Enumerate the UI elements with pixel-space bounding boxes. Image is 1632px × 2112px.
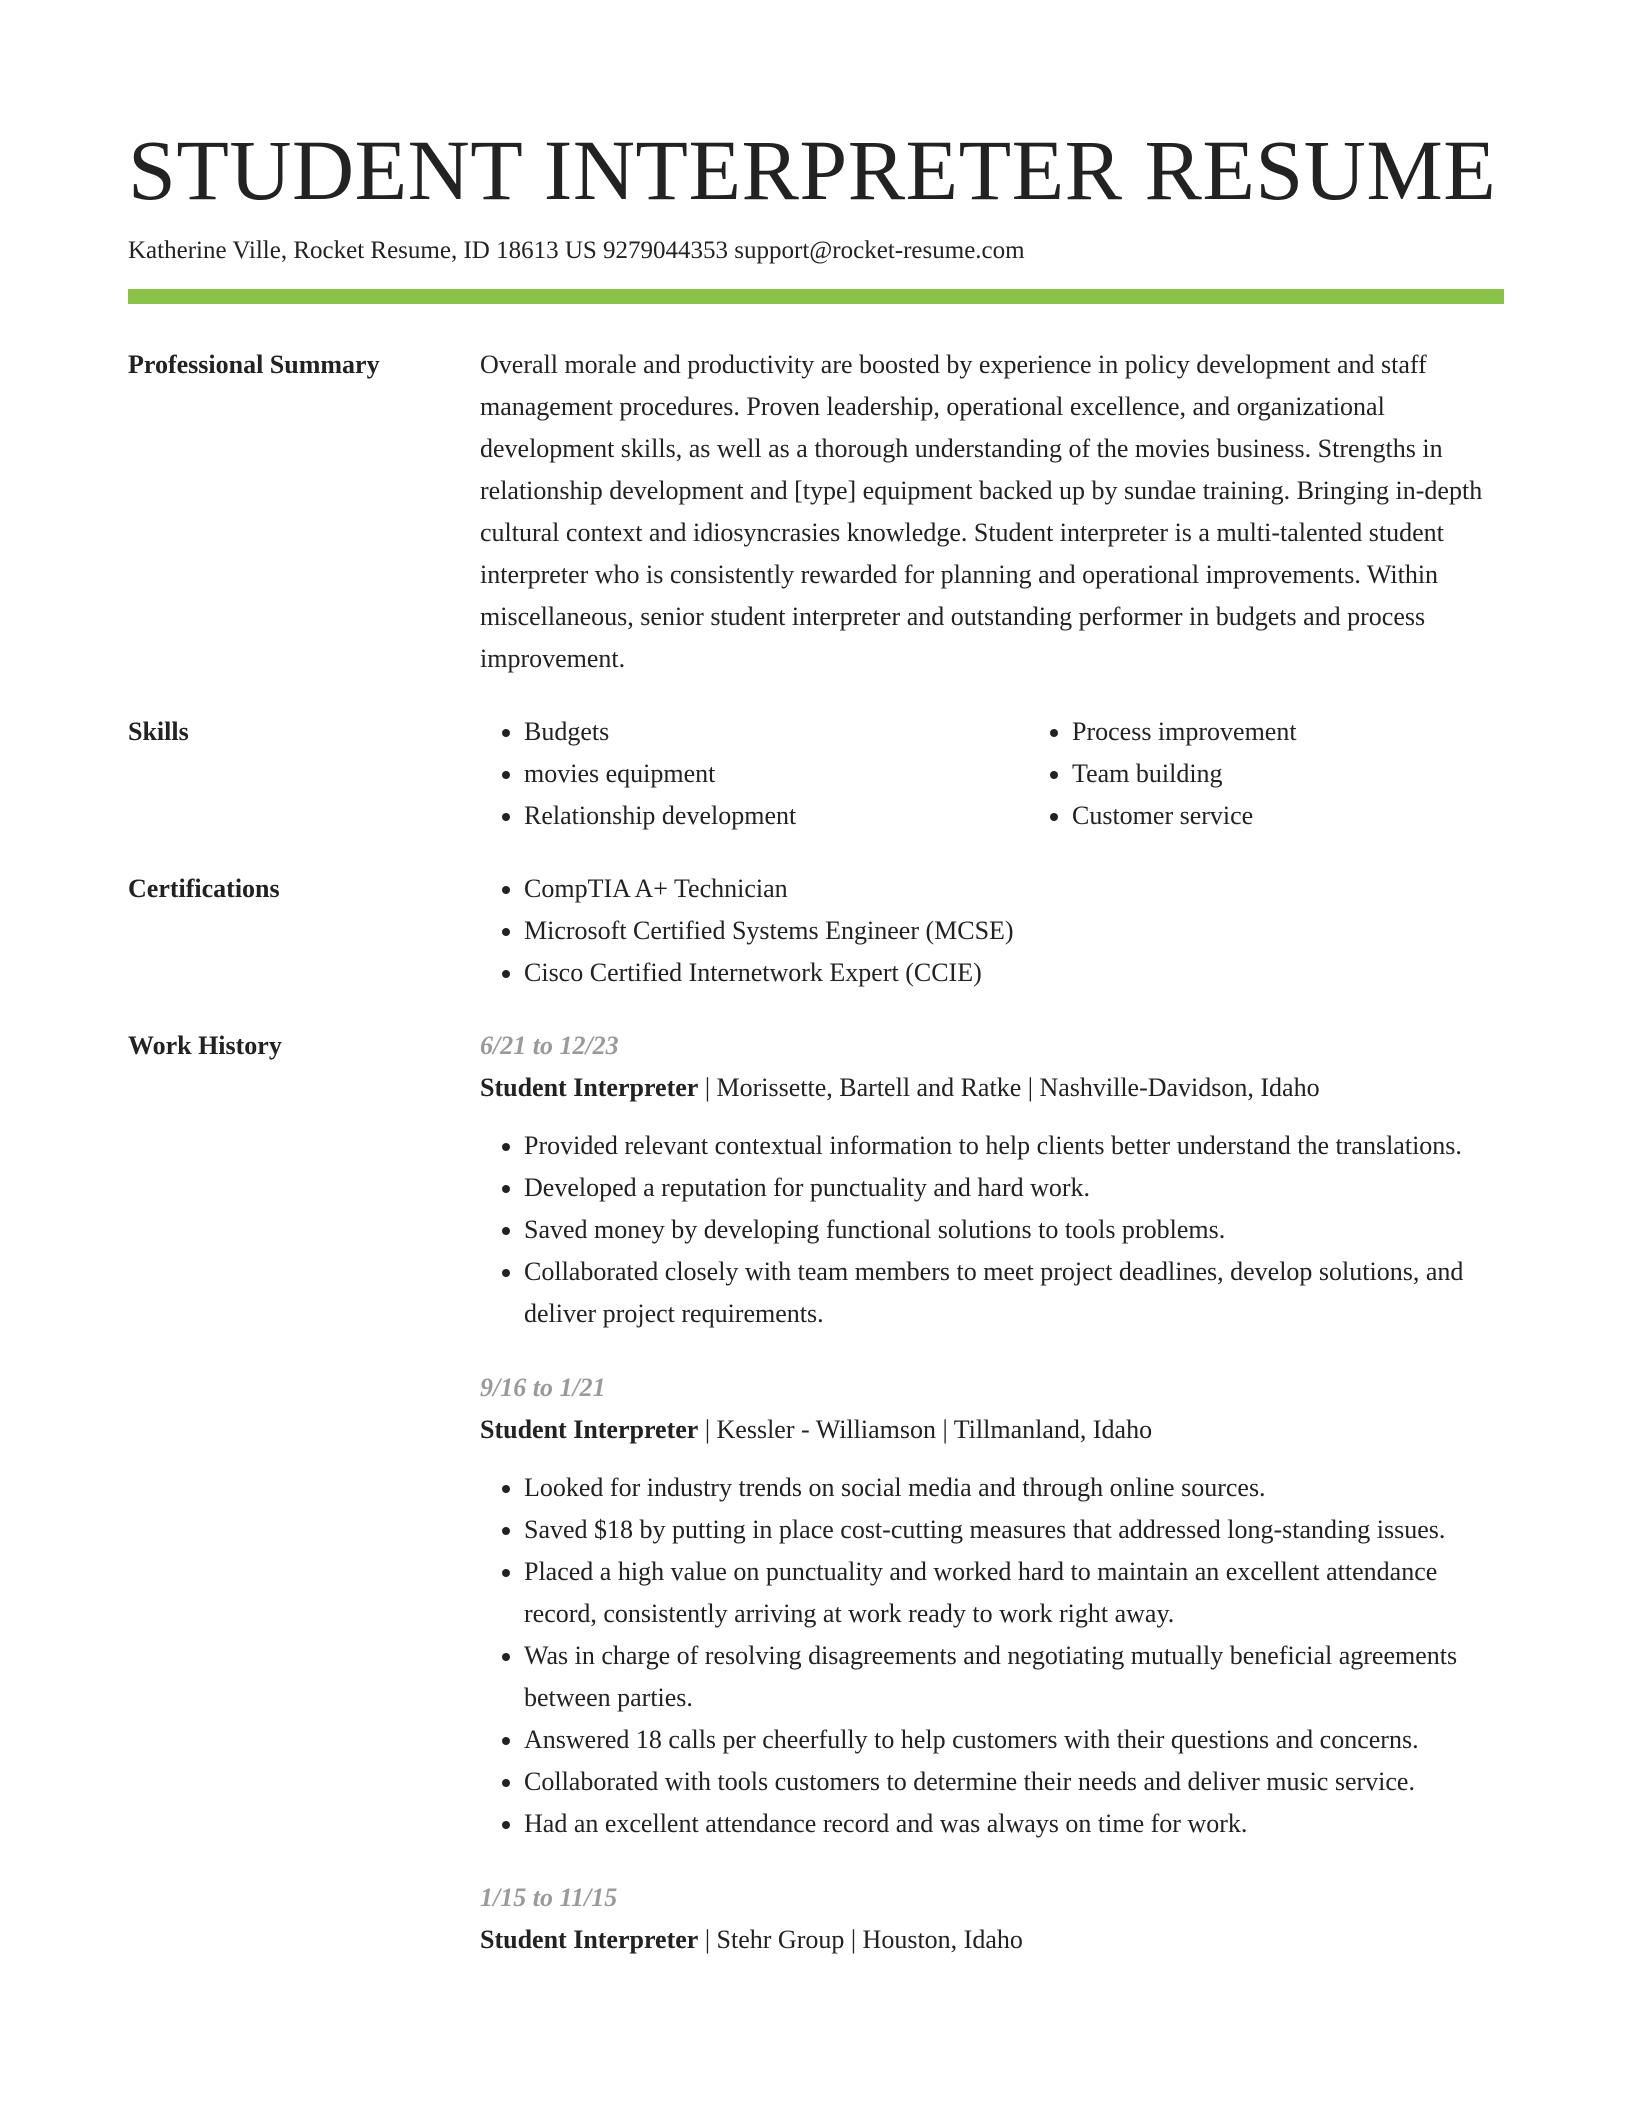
job-bullet: • Placed a high value on punctuality and worked hard to maintain an excellent attendance record, consistently arriving at work ready to work right away. [524, 1551, 1504, 1635]
job-dates: 9/16 to 1/21 [480, 1373, 606, 1402]
work-history-body [480, 1025, 1504, 1993]
skills-body [480, 711, 1576, 837]
job-entry [480, 1025, 1504, 1335]
job-details: | Morissette, Bartell and Ratke | Nashville-Davidson, Idaho [698, 1073, 1320, 1102]
job-bullet: • Answered 18 calls per cheerfully to help customers with their questions and concerns. [524, 1719, 1504, 1761]
job-dates: 1/15 to 11/15 [480, 1883, 618, 1912]
certifications-section [128, 868, 1504, 994]
job-bullet: • Collaborated closely with team members to meet project deadlines, develop solutions, and deliver project requirements. [524, 1251, 1504, 1335]
job-bullet: • Was in charge of resolving disagreements and negotiating mutually beneficial agreements between parties. [524, 1635, 1504, 1719]
job-title: Student Interpreter [480, 1073, 699, 1102]
job-bullet: • Developed a reputation for punctuality and hard work. [524, 1167, 1504, 1209]
job-entry [480, 1877, 1504, 1961]
skill-item: • movies equipment [524, 753, 1028, 795]
job-title-line [480, 1409, 1504, 1451]
job-details: | Kessler - Williamson | Tillmanland, Idaho [698, 1415, 1153, 1444]
contact-line: Katherine Ville, Rocket Resume, ID 18613 US 9279044353 support@rocket-resume.com [128, 237, 1025, 264]
accent-divider [128, 289, 1504, 304]
certification-item: • Microsoft Certified Systems Engineer (MCSE) [524, 910, 1504, 952]
job-details: | Stehr Group | Houston, Idaho [698, 1925, 1023, 1954]
job-bullet: • Provided relevant contextual information to help clients better understand the translations. [524, 1125, 1504, 1167]
summary-section [128, 344, 1504, 680]
skills-section [128, 711, 1504, 837]
skills-column-2 [1028, 711, 1576, 837]
job-title: Student Interpreter [480, 1415, 699, 1444]
skills-column-1 [480, 711, 1028, 837]
section-label-work-history: Work History [128, 1031, 282, 1060]
resume-title: STUDENT INTERPRETER RESUME [128, 122, 1497, 218]
work-history-section [128, 1025, 1504, 1993]
summary-body [480, 344, 1504, 680]
certifications-list [480, 868, 1504, 994]
job-bullet: • Saved $18 by putting in place cost-cutting measures that addressed long-standing issues. [524, 1509, 1504, 1551]
job-title: Student Interpreter [480, 1925, 699, 1954]
job-bullet: • Collaborated with tools customers to determine their needs and deliver music service. [524, 1761, 1504, 1803]
certifications-body [480, 868, 1504, 994]
job-entry [480, 1367, 1504, 1845]
skills-grid [480, 711, 1576, 837]
skill-item: • Customer service [1072, 795, 1576, 837]
section-label-skills: Skills [128, 717, 189, 746]
job-title-line [480, 1067, 1504, 1109]
section-label-certifications: Certifications [128, 874, 280, 903]
resume-page [128, 118, 1504, 1993]
job-bullet: • Saved money by developing functional solutions to tools problems. [524, 1209, 1504, 1251]
section-label-summary: Professional Summary [128, 350, 380, 379]
certification-item: • CompTIA A+ Technician [524, 868, 1504, 910]
job-bullet: • Looked for industry trends on social media and through online sources. [524, 1467, 1504, 1509]
skill-item: • Team building [1072, 753, 1576, 795]
skill-item: • Budgets [524, 711, 1028, 753]
job-bullets [480, 1467, 1504, 1845]
skill-item: • Process improvement [1072, 711, 1576, 753]
spacer [128, 304, 1504, 344]
summary-text: Overall morale and productivity are boosted by experience in policy development and staff management procedures. Proven leadership, operational excellence, and organizational development skills, as well as a thorough understanding of the movies business. Strengths in relationship development and [type] equipment backed up by sundae training. Bringing in-depth cultural context and idiosyncrasies knowledge. Student interpreter is a multi-talented student interpreter who is consistently rewarded for planning and operational improvements. Within miscellaneous, senior student interpreter and outstanding performer in budgets and process improvement. [480, 350, 1483, 673]
job-dates: 6/21 to 12/23 [480, 1031, 619, 1060]
skill-item: • Relationship development [524, 795, 1028, 837]
certification-item: • Cisco Certified Internetwork Expert (CCIE) [524, 952, 1504, 994]
job-title-line [480, 1919, 1504, 1961]
job-bullets [480, 1125, 1504, 1335]
job-bullet: • Had an excellent attendance record and was always on time for work. [524, 1803, 1504, 1845]
